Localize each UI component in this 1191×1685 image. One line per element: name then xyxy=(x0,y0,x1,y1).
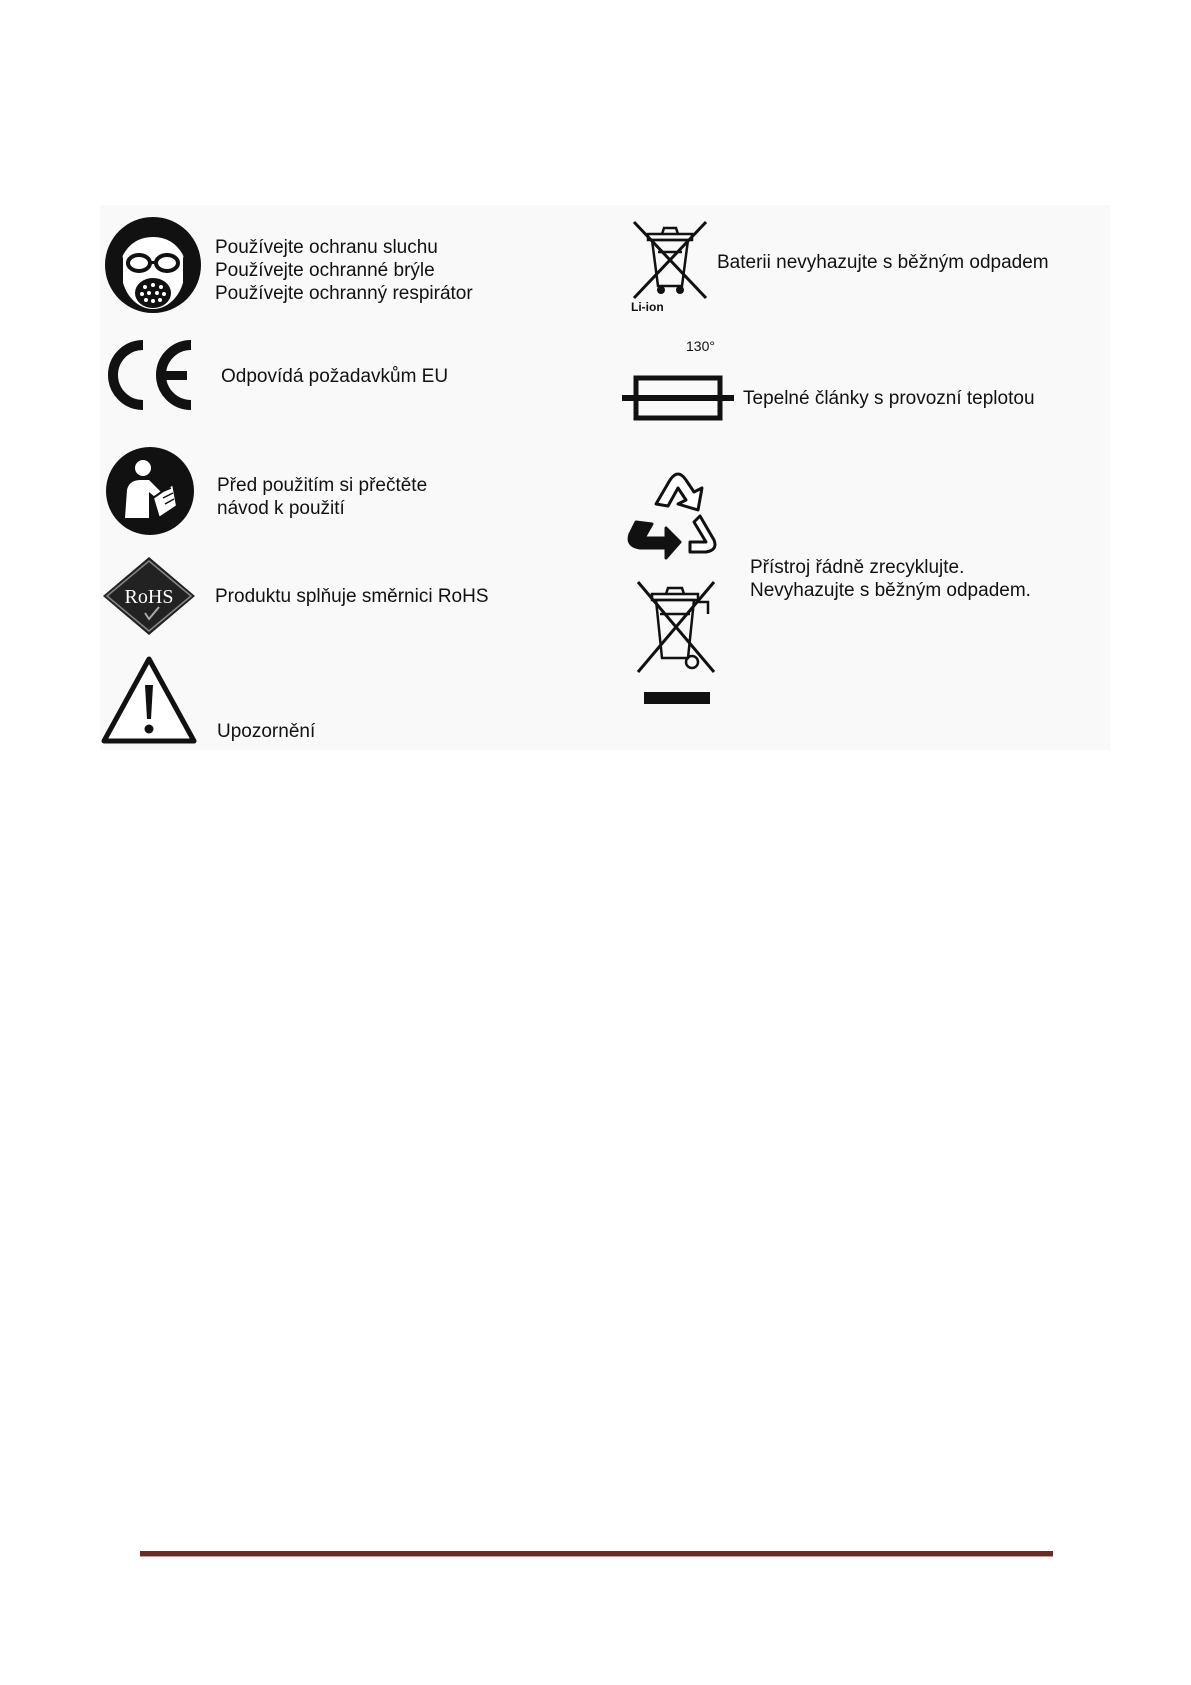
ppe-line: Používejte ochranné brýle xyxy=(215,260,435,281)
manual-line: návod k použití xyxy=(217,498,345,519)
ce-mark-icon xyxy=(103,335,199,415)
rohs-logo-icon xyxy=(101,555,197,637)
warning-icon xyxy=(101,655,197,745)
ppe-protection-icon xyxy=(103,213,203,317)
recycle-line: Nevyhazujte s běžným odpadem. xyxy=(750,580,1031,601)
ce-text: Odpovídá požadavkům EU xyxy=(221,366,449,387)
fuse-temperature: 130° xyxy=(686,338,715,354)
crossed-bin-bar-icon xyxy=(630,580,720,710)
recycle-line: Přístroj řádně zrecyklujte. xyxy=(750,557,965,578)
read-manual-icon xyxy=(103,446,197,536)
recycle-text xyxy=(750,556,1031,602)
rohs-logo-text: RoHS xyxy=(124,586,174,608)
manual-text xyxy=(217,474,427,520)
recycle-icon xyxy=(626,470,730,566)
li-ion-label: Li-ion xyxy=(631,300,664,314)
warning-text: Upozornění xyxy=(217,721,316,742)
ppe-text xyxy=(215,236,473,305)
footer-rule-shadow xyxy=(140,1556,1053,1557)
rohs-text: Produktu splňuje směrnici RoHS xyxy=(215,586,489,607)
manual-line: Před použitím si přečtěte xyxy=(217,475,428,496)
thermal-fuse-icon xyxy=(622,374,734,422)
fuse-text: Tepelné články s provozní teplotou xyxy=(743,388,1035,409)
battery-text: Baterii nevyhazujte s běžným odpadem xyxy=(717,252,1049,273)
ppe-line: Používejte ochranu sluchu xyxy=(215,237,438,258)
ppe-line: Používejte ochranný respirátor xyxy=(215,283,473,304)
